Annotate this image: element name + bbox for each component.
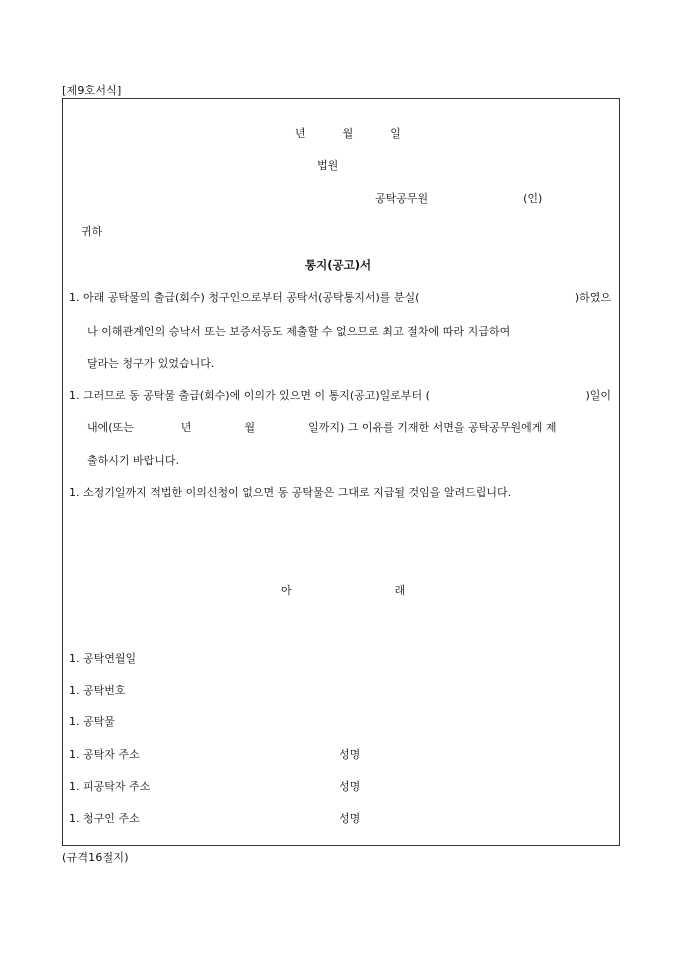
item-2-text-d: 일까지) 그 이유를 기재한 서면을 공탁공무원에게 제 — [308, 421, 557, 434]
date-year: 년 — [295, 127, 306, 140]
item-2-text-year: 년 — [180, 421, 192, 434]
item-1-line-2: 나 이해관계인의 승낙서 또는 보증서등도 제출할 수 없으므로 최고 절차에 따라 지급하여 — [87, 325, 511, 338]
item-3-line-1: 1. 소정기일까지 적법한 이의신청이 없으면 동 공탁물은 그대로 지급될 것임을 알려드립니다. — [69, 486, 512, 499]
date-month: 월 — [342, 127, 354, 140]
paper-size-label: (규격16절지) — [62, 851, 129, 864]
notice-heading-right: 래 — [394, 584, 406, 597]
item-1-text-b: )하였으 — [574, 291, 611, 304]
item-1-line-1 — [69, 289, 611, 305]
detail-claimant-address: 1. 청구인 주소 — [69, 812, 140, 825]
form-number-label: [제9호서식] — [62, 84, 122, 97]
court-name: 법원 — [317, 159, 339, 172]
officer-line — [375, 190, 542, 206]
seal-mark: (인) — [523, 192, 543, 205]
item-2-line-1 — [69, 387, 611, 403]
item-2-text-b: )일이 — [585, 389, 611, 402]
detail-depositor-address: 1. 공탁자 주소 — [69, 748, 140, 761]
detail-beneficiary-name: 성명 — [339, 780, 361, 793]
item-2-line-3: 출하시기 바랍니다. — [87, 454, 180, 467]
detail-deposit-item: 1. 공탁물 — [69, 715, 115, 728]
item-2-text-month: 월 — [244, 421, 256, 434]
date-day: 일 — [390, 127, 401, 140]
notice-form-frame — [62, 98, 620, 846]
addressee: 귀하 — [81, 225, 103, 238]
detail-beneficiary-address: 1. 피공탁자 주소 — [69, 780, 151, 793]
date-line — [295, 125, 401, 141]
notice-heading — [281, 582, 405, 598]
detail-claimant-name: 성명 — [339, 812, 361, 825]
item-2-text-a: 1. 그러므로 동 공탁물 출급(회수)에 이의가 있으면 이 통지(공고)일로부터 ( — [69, 389, 430, 402]
document-title: 통지(공고)서 — [305, 258, 372, 272]
notice-heading-left: 아 — [281, 584, 292, 597]
detail-deposit-date: 1. 공탁연월일 — [69, 652, 137, 665]
item-1-text-a: 1. 아래 공탁물의 출급(회수) 청구인으로부터 공탁서(공탁통지서)를 분실( — [69, 291, 420, 304]
detail-deposit-number: 1. 공탁번호 — [69, 684, 126, 697]
item-2-line-2 — [87, 419, 557, 435]
officer-title: 공탁공무원 — [375, 192, 429, 205]
item-1-line-3: 달라는 청구가 있었습니다. — [87, 357, 215, 370]
detail-depositor-name: 성명 — [339, 748, 361, 761]
item-2-text-c: 내에(또는 — [87, 421, 134, 434]
